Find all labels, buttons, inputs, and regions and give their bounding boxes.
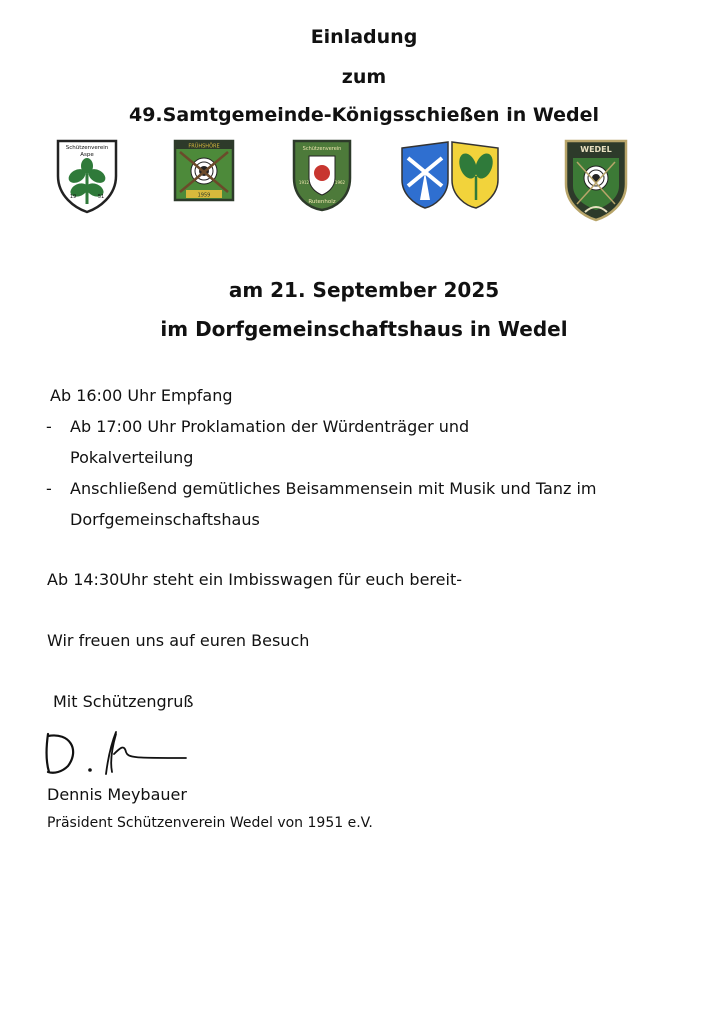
event-date: am 21. September 2025: [228, 278, 500, 302]
aspe-club-emblem: [55, 138, 119, 214]
wedel-club-emblem: [563, 138, 629, 222]
handwritten-signature: [40, 728, 190, 778]
svg-text:1962: 1962: [334, 180, 346, 185]
rutenholz-club-emblem: [291, 138, 353, 212]
schedule-proclamation-line2: Pokalverteilung: [70, 448, 194, 467]
svg-text:1912: 1912: [298, 180, 310, 185]
svg-text:FRÜHSHÖRE: FRÜHSHÖRE: [188, 143, 220, 150]
svg-text:51: 51: [97, 194, 105, 200]
windmill-oak-coat-of-arms: [398, 140, 504, 210]
schedule-proclamation-line1: Ab 17:00 Uhr Proklamation der Würdenträger und: [70, 417, 470, 436]
signer-name: Dennis Meybauer: [47, 785, 187, 804]
svg-text:Schützenverein: Schützenverein: [302, 146, 342, 152]
signer-title: Präsident Schützenverein Wedel von 1951 e.V.: [47, 815, 373, 831]
title-zum: zum: [341, 66, 387, 88]
svg-text:19: 19: [69, 194, 77, 200]
closing-greeting: Mit Schützengruß: [53, 692, 194, 711]
svg-text:1959: 1959: [197, 192, 211, 199]
welcome-note: Wir freuen uns auf euren Besuch: [47, 631, 310, 650]
food-truck-note: Ab 14:30Uhr steht ein Imbisswagen für euch bereit-: [47, 570, 462, 589]
title-einladung: Einladung: [310, 26, 418, 48]
svg-text:Aspe: Aspe: [80, 152, 94, 158]
svg-text:Rutenholz: Rutenholz: [308, 199, 336, 205]
bullet-mark: -: [46, 479, 52, 498]
svg-text:WEDEL: WEDEL: [580, 145, 612, 154]
schedule-social-line1: Anschließend gemütliches Beisammensein mit Musik und Tanz im: [70, 479, 597, 498]
bullet-mark: -: [46, 417, 52, 436]
target-club-emblem: [172, 138, 236, 208]
title-event-name: 49.Samtgemeinde-Königsschießen in Wedel: [128, 104, 600, 126]
svg-text:Schützenverein: Schützenverein: [65, 145, 109, 151]
schedule-reception: Ab 16:00 Uhr Empfang: [50, 386, 233, 405]
schedule-social-line2: Dorfgemeinschaftshaus: [70, 510, 260, 529]
event-venue: im Dorfgemeinschaftshaus in Wedel: [160, 317, 568, 341]
